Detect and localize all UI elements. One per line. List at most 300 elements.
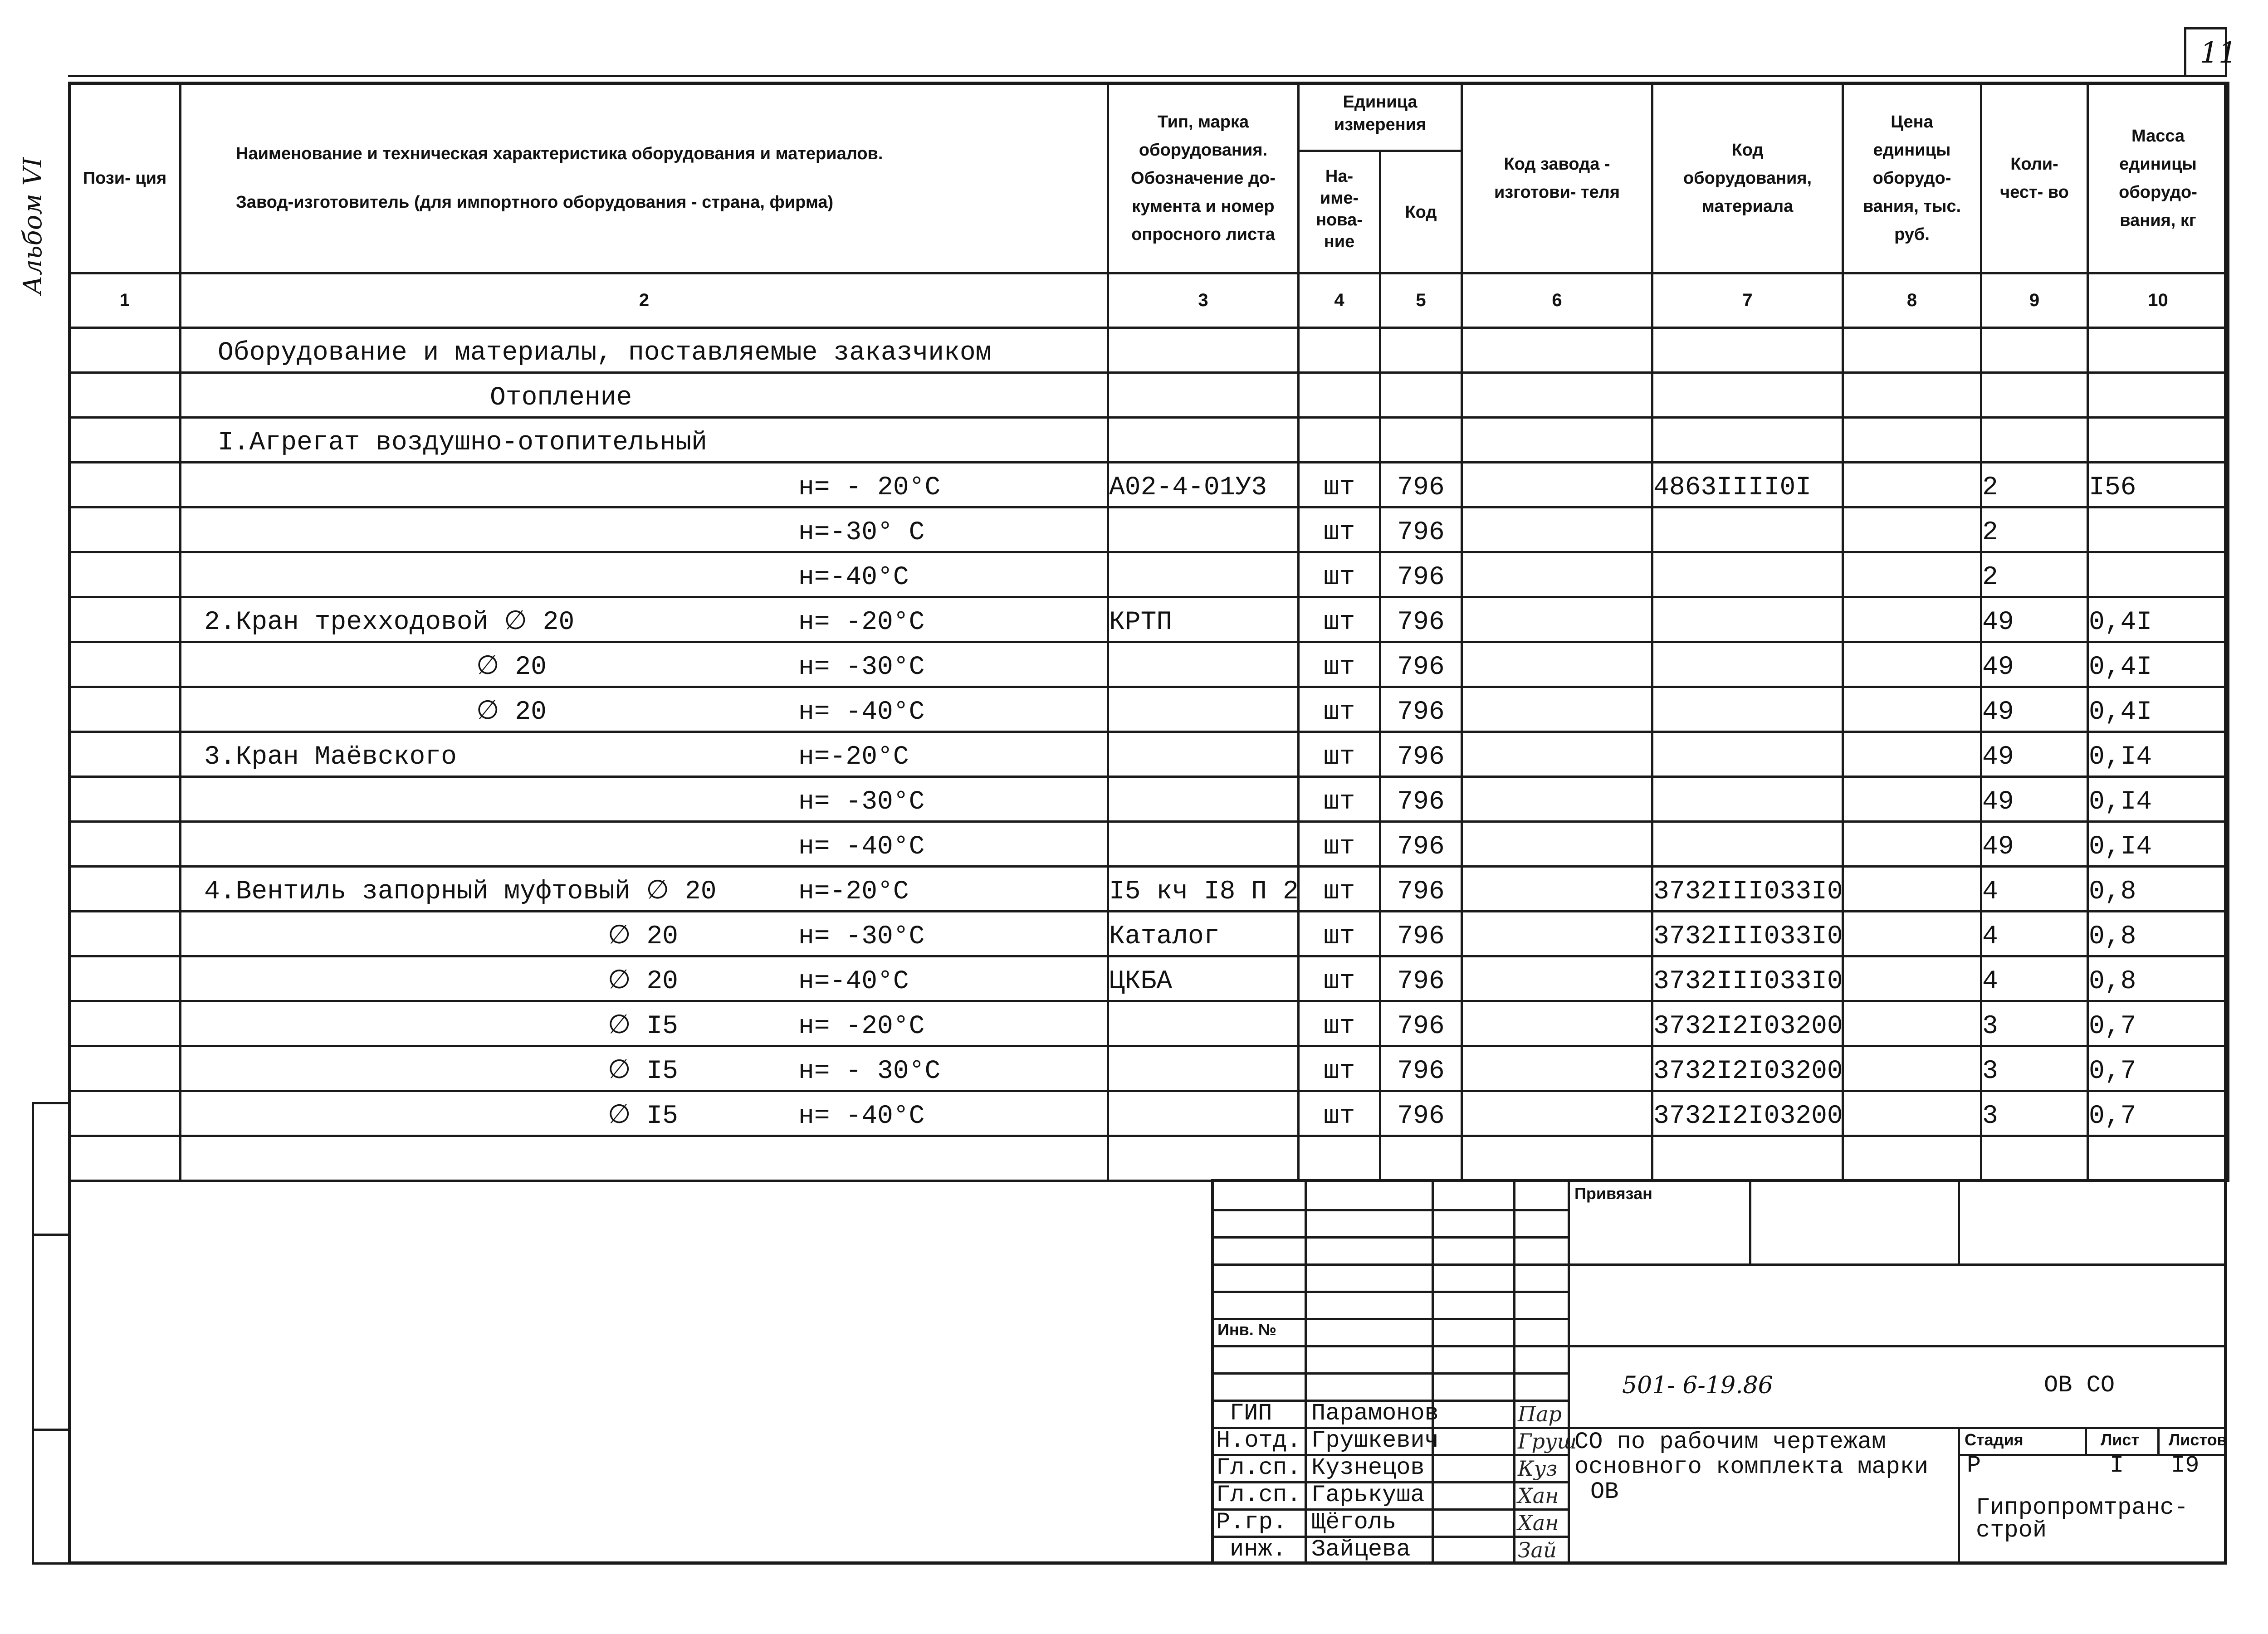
type-cell: А02-4-01У3 bbox=[1108, 463, 1299, 507]
position-cell bbox=[69, 507, 181, 552]
position-cell bbox=[69, 777, 181, 822]
outdoor-temperature: н=-20°С bbox=[798, 877, 909, 907]
header-unit-name: На- име- нова- ние bbox=[1300, 152, 1381, 272]
header-unit bbox=[1299, 83, 1462, 273]
position-cell bbox=[69, 867, 181, 912]
grid-line bbox=[1214, 1291, 1568, 1293]
unit-name-cell: шт bbox=[1299, 777, 1380, 822]
name-cell bbox=[181, 912, 1108, 956]
manufacturer-code-cell bbox=[1462, 867, 1652, 912]
price-cell bbox=[1843, 1136, 1981, 1181]
manufacturer-code-cell bbox=[1462, 507, 1652, 552]
outdoor-temperature: н= - 30°С bbox=[798, 1057, 941, 1086]
type-cell bbox=[1108, 1136, 1299, 1181]
signature-5: Хан bbox=[1518, 1511, 1559, 1535]
grid-line bbox=[1214, 1372, 1568, 1375]
type-cell bbox=[1108, 777, 1299, 822]
outdoor-temperature: н= - 20°С bbox=[798, 473, 941, 502]
unit-code-cell: 796 bbox=[1380, 777, 1462, 822]
price-cell bbox=[1843, 687, 1981, 732]
name-cell bbox=[181, 777, 1108, 822]
sheets-value: I9 bbox=[2171, 1452, 2200, 1479]
material-code-cell bbox=[1652, 732, 1843, 777]
price-cell bbox=[1843, 373, 1981, 418]
material-code-cell bbox=[1652, 328, 1843, 373]
position-cell bbox=[69, 463, 181, 507]
manufacturer-code-cell bbox=[1462, 912, 1652, 956]
item-name: Отопление bbox=[490, 383, 632, 413]
table-row bbox=[69, 867, 2229, 912]
mass-cell: 0,I4 bbox=[2088, 822, 2229, 867]
table-row bbox=[69, 552, 2229, 597]
quantity-cell bbox=[1981, 418, 2088, 463]
role-6: инж. bbox=[1230, 1536, 1286, 1563]
price-cell bbox=[1843, 822, 1981, 867]
unit-name-cell: шт bbox=[1299, 1091, 1380, 1136]
material-code-cell bbox=[1652, 777, 1843, 822]
position-cell bbox=[69, 732, 181, 777]
manufacturer-code-cell bbox=[1462, 1001, 1652, 1046]
binding-strip bbox=[32, 1102, 70, 1565]
table-row bbox=[69, 912, 2229, 956]
material-code-cell: 3732I2I03200 bbox=[1652, 1001, 1843, 1046]
sheet-value: I bbox=[2110, 1452, 2124, 1479]
colnum-7: 7 bbox=[1652, 273, 1843, 328]
grid-line bbox=[1749, 1182, 1751, 1263]
quantity-cell: 4 bbox=[1981, 956, 2088, 1001]
mark-code: ОВ СО bbox=[2044, 1372, 2115, 1399]
manufacturer-code-cell bbox=[1462, 463, 1652, 507]
item-name: I.Агрегат воздушно-отопительный bbox=[218, 428, 707, 458]
item-name: ∅ 20 bbox=[608, 967, 678, 996]
quantity-cell: 4 bbox=[1981, 867, 2088, 912]
material-code-cell bbox=[1652, 687, 1843, 732]
name-cell bbox=[181, 507, 1108, 552]
price-cell bbox=[1843, 597, 1981, 642]
name-cell bbox=[181, 328, 1108, 373]
name-cell bbox=[181, 1091, 1108, 1136]
colnum-6: 6 bbox=[1462, 273, 1652, 328]
unit-name-cell: шт bbox=[1299, 867, 1380, 912]
signature-3: Куз bbox=[1518, 1456, 1558, 1481]
manufacturer-code-cell bbox=[1462, 732, 1652, 777]
colnum-9: 9 bbox=[1981, 273, 2088, 328]
table-row bbox=[69, 687, 2229, 732]
position-cell bbox=[69, 912, 181, 956]
unit-name-cell: шт bbox=[1299, 687, 1380, 732]
manufacturer-code-cell bbox=[1462, 1091, 1652, 1136]
unit-code-cell: 796 bbox=[1380, 1046, 1462, 1091]
grid-line bbox=[2085, 1427, 2087, 1454]
organization-line-1: Гипропромтранс- bbox=[1976, 1494, 2189, 1521]
table-row bbox=[69, 463, 2229, 507]
type-cell: КРТП bbox=[1108, 597, 1299, 642]
material-code-cell: 3732III033I0 bbox=[1652, 912, 1843, 956]
binding-divider bbox=[32, 1429, 70, 1431]
material-code-cell bbox=[1652, 373, 1843, 418]
quantity-cell: 49 bbox=[1981, 732, 2088, 777]
outdoor-temperature: н=-40°С bbox=[798, 967, 909, 996]
name-cell bbox=[181, 1046, 1108, 1091]
unit-name-cell: шт bbox=[1299, 507, 1380, 552]
type-cell bbox=[1108, 1001, 1299, 1046]
item-name: ∅ I5 bbox=[608, 1057, 678, 1086]
role-2: Н.отд. bbox=[1216, 1427, 1301, 1454]
position-cell bbox=[69, 642, 181, 687]
role-3: Гл.сп. bbox=[1216, 1454, 1301, 1481]
unit-name-cell bbox=[1299, 418, 1380, 463]
signature-4: Хан bbox=[1518, 1483, 1559, 1508]
unit-name-cell: шт bbox=[1299, 732, 1380, 777]
name-cell bbox=[181, 1001, 1108, 1046]
sheet-label: Лист bbox=[2101, 1430, 2140, 1449]
position-cell bbox=[69, 418, 181, 463]
outdoor-temperature: н= -40°С bbox=[798, 832, 925, 862]
type-cell bbox=[1108, 732, 1299, 777]
price-cell bbox=[1843, 912, 1981, 956]
header-type: Тип, марка оборудования. Обозначение до- кумента и номер опросного листа bbox=[1108, 83, 1299, 273]
unit-name-cell: шт bbox=[1299, 822, 1380, 867]
outdoor-temperature: н=-20°С bbox=[798, 742, 909, 772]
table-row bbox=[69, 597, 2229, 642]
quantity-cell: 4 bbox=[1981, 912, 2088, 956]
grid-line bbox=[2157, 1427, 2160, 1454]
mass-cell: 0,7 bbox=[2088, 1091, 2229, 1136]
unit-code-cell: 796 bbox=[1380, 912, 1462, 956]
price-cell bbox=[1843, 1091, 1981, 1136]
inv-no-label: Инв. № bbox=[1217, 1320, 1276, 1339]
grid-line bbox=[1214, 1263, 2225, 1266]
privyazan-label: Привязан bbox=[1574, 1184, 1652, 1203]
header-name-line2: Завод-изготовитель (для импортного оборудования - страна, фирма) bbox=[236, 193, 834, 212]
type-cell bbox=[1108, 687, 1299, 732]
organization-line-2: строй bbox=[1976, 1517, 2047, 1544]
quantity-cell: 49 bbox=[1981, 777, 2088, 822]
table-row bbox=[69, 642, 2229, 687]
unit-code-cell bbox=[1380, 1136, 1462, 1181]
mass-cell bbox=[2088, 328, 2229, 373]
quantity-cell bbox=[1981, 328, 2088, 373]
table-row bbox=[69, 373, 2229, 418]
stage-value: Р bbox=[1967, 1452, 1981, 1479]
material-code-cell: 3732I2I03200 bbox=[1652, 1046, 1843, 1091]
manufacturer-code-cell bbox=[1462, 687, 1652, 732]
grid-line bbox=[1214, 1236, 1568, 1239]
grid-line bbox=[1568, 1182, 1570, 1563]
grid-line bbox=[1958, 1427, 1960, 1563]
table-row bbox=[69, 507, 2229, 552]
table-row bbox=[69, 1091, 2229, 1136]
type-cell bbox=[1108, 373, 1299, 418]
manufacturer-code-cell bbox=[1462, 418, 1652, 463]
item-name: Оборудование и материалы, поставляемые заказчиком bbox=[218, 338, 992, 368]
title-line-2: основного комплекта марки bbox=[1574, 1454, 1929, 1480]
item-name: 4.Вентиль запорный муфтовый ∅ 20 bbox=[204, 877, 717, 907]
outdoor-temperature: н= -40°С bbox=[798, 697, 925, 727]
unit-name-cell: шт bbox=[1299, 1001, 1380, 1046]
table-row bbox=[69, 777, 2229, 822]
name-2: Грушкевич bbox=[1311, 1427, 1439, 1454]
mass-cell: 0,4I bbox=[2088, 687, 2229, 732]
material-code-cell bbox=[1652, 507, 1843, 552]
unit-name-cell bbox=[1299, 328, 1380, 373]
name-cell bbox=[181, 373, 1108, 418]
unit-code-cell: 796 bbox=[1380, 463, 1462, 507]
position-cell bbox=[69, 552, 181, 597]
mass-cell: 0,4I bbox=[2088, 597, 2229, 642]
material-code-cell bbox=[1652, 642, 1843, 687]
mass-cell: 0,8 bbox=[2088, 956, 2229, 1001]
unit-code-cell bbox=[1380, 373, 1462, 418]
quantity-cell: 2 bbox=[1981, 552, 2088, 597]
header-price: Цена единицы оборудо- вания, тыс. руб. bbox=[1843, 83, 1981, 273]
item-name: 2.Кран трехходовой ∅ 20 bbox=[204, 608, 575, 637]
name-cell bbox=[181, 642, 1108, 687]
quantity-cell: 3 bbox=[1981, 1046, 2088, 1091]
price-cell bbox=[1843, 732, 1981, 777]
price-cell bbox=[1843, 956, 1981, 1001]
album-label: Альбом VI bbox=[18, 157, 48, 295]
name-6: Зайцева bbox=[1311, 1536, 1411, 1563]
quantity-cell bbox=[1981, 1136, 2088, 1181]
manufacturer-code-cell bbox=[1462, 956, 1652, 1001]
mass-cell bbox=[2088, 418, 2229, 463]
header-unit-title: Единица измерения bbox=[1300, 84, 1461, 152]
name-cell bbox=[181, 597, 1108, 642]
material-code-cell bbox=[1652, 552, 1843, 597]
header-position: Пози- ция bbox=[69, 83, 181, 273]
quantity-cell: 3 bbox=[1981, 1001, 2088, 1046]
table-row bbox=[69, 732, 2229, 777]
manufacturer-code-cell bbox=[1462, 1136, 1652, 1181]
position-cell bbox=[69, 597, 181, 642]
outdoor-temperature: н= -30°С bbox=[798, 787, 925, 817]
position-cell bbox=[69, 956, 181, 1001]
colnum-2: 2 bbox=[181, 273, 1108, 328]
outdoor-temperature: н=-30° С bbox=[798, 518, 925, 547]
type-cell bbox=[1108, 507, 1299, 552]
document-code: 501- 6-19.86 bbox=[1622, 1372, 1773, 1399]
grid-line bbox=[1214, 1209, 1568, 1211]
header-mass: Масса единицы оборудо- вания, кг bbox=[2088, 83, 2229, 273]
quantity-cell: 49 bbox=[1981, 822, 2088, 867]
name-3: Кузнецов bbox=[1311, 1454, 1425, 1481]
name-cell bbox=[181, 867, 1108, 912]
mass-cell: 0,8 bbox=[2088, 912, 2229, 956]
name-cell bbox=[181, 1136, 1108, 1181]
unit-code-cell: 796 bbox=[1380, 867, 1462, 912]
type-cell: Каталог bbox=[1108, 912, 1299, 956]
stage-label: Стадия bbox=[1965, 1430, 2024, 1449]
quantity-cell: 2 bbox=[1981, 507, 2088, 552]
item-name: 3.Кран Маёвского bbox=[204, 742, 457, 772]
unit-name-cell: шт bbox=[1299, 463, 1380, 507]
position-cell bbox=[69, 1001, 181, 1046]
outdoor-temperature: н= -20°С bbox=[798, 608, 925, 637]
unit-name-cell: шт bbox=[1299, 912, 1380, 956]
quantity-cell: 49 bbox=[1981, 642, 2088, 687]
mass-cell: 0,8 bbox=[2088, 867, 2229, 912]
type-cell bbox=[1108, 1046, 1299, 1091]
manufacturer-code-cell bbox=[1462, 373, 1652, 418]
header-manufacturer-code: Код завода - изготови- теля bbox=[1462, 83, 1652, 273]
position-cell bbox=[69, 1091, 181, 1136]
table-row bbox=[69, 328, 2229, 373]
item-name: ∅ 20 bbox=[608, 922, 678, 951]
unit-code-cell: 796 bbox=[1380, 687, 1462, 732]
price-cell bbox=[1843, 642, 1981, 687]
quantity-cell: 49 bbox=[1981, 687, 2088, 732]
manufacturer-code-cell bbox=[1462, 777, 1652, 822]
outdoor-temperature: н= -40°С bbox=[798, 1102, 925, 1131]
name-4: Гарькуша bbox=[1311, 1482, 1425, 1508]
header-name bbox=[181, 83, 1108, 273]
name-cell bbox=[181, 552, 1108, 597]
type-cell bbox=[1108, 328, 1299, 373]
outdoor-temperature: н=-40°С bbox=[798, 563, 909, 592]
manufacturer-code-cell bbox=[1462, 822, 1652, 867]
price-cell bbox=[1843, 1046, 1981, 1091]
signature-1: Пар bbox=[1518, 1402, 1562, 1426]
manufacturer-code-cell bbox=[1462, 642, 1652, 687]
unit-code-cell bbox=[1380, 418, 1462, 463]
name-cell bbox=[181, 956, 1108, 1001]
position-cell bbox=[69, 687, 181, 732]
outdoor-temperature: н= -30°С bbox=[798, 653, 925, 682]
mass-cell: 0,7 bbox=[2088, 1001, 2229, 1046]
mass-cell bbox=[2088, 552, 2229, 597]
table-row bbox=[69, 1001, 2229, 1046]
unit-code-cell: 796 bbox=[1380, 642, 1462, 687]
colnum-3: 3 bbox=[1108, 273, 1299, 328]
mass-cell bbox=[2088, 373, 2229, 418]
price-cell bbox=[1843, 1001, 1981, 1046]
title-block bbox=[1211, 1179, 2227, 1565]
price-cell bbox=[1843, 777, 1981, 822]
manufacturer-code-cell bbox=[1462, 1046, 1652, 1091]
mass-cell: 0,4I bbox=[2088, 642, 2229, 687]
header-unit-code: Код bbox=[1405, 202, 1437, 222]
header-unit-sub bbox=[1300, 152, 1461, 272]
header-material-code: Код оборудования, материала bbox=[1652, 83, 1843, 273]
unit-name-cell: шт bbox=[1299, 552, 1380, 597]
type-cell: ЦКБА bbox=[1108, 956, 1299, 1001]
manufacturer-code-cell bbox=[1462, 552, 1652, 597]
unit-code-cell: 796 bbox=[1380, 732, 1462, 777]
header-quantity: Коли- чест- во bbox=[1981, 83, 2088, 273]
colnum-8: 8 bbox=[1843, 273, 1981, 328]
price-cell bbox=[1843, 867, 1981, 912]
price-cell bbox=[1843, 328, 1981, 373]
position-cell bbox=[69, 1046, 181, 1091]
signature-2: Груш bbox=[1518, 1429, 1577, 1454]
quantity-cell: 2 bbox=[1981, 463, 2088, 507]
unit-code-cell: 796 bbox=[1380, 552, 1462, 597]
item-name: ∅ 20 bbox=[476, 653, 547, 682]
name-5: Щёголь bbox=[1311, 1509, 1397, 1536]
type-cell bbox=[1108, 418, 1299, 463]
page-number: 11 bbox=[2200, 36, 2237, 70]
colnum-4: 4 bbox=[1299, 273, 1380, 328]
outdoor-temperature: н= -20°С bbox=[798, 1012, 925, 1041]
role-4: Гл.сп. bbox=[1216, 1482, 1301, 1508]
mass-cell bbox=[2088, 1136, 2229, 1181]
specification-table bbox=[68, 82, 2229, 1182]
table-row bbox=[69, 822, 2229, 867]
type-cell bbox=[1108, 822, 1299, 867]
table-row bbox=[69, 1136, 2229, 1181]
unit-code-cell: 796 bbox=[1380, 956, 1462, 1001]
unit-name-cell bbox=[1299, 373, 1380, 418]
price-cell bbox=[1843, 552, 1981, 597]
item-name: ∅ I5 bbox=[608, 1012, 678, 1041]
table-row bbox=[69, 1046, 2229, 1091]
quantity-cell: 49 bbox=[1981, 597, 2088, 642]
table-row bbox=[69, 956, 2229, 1001]
unit-name-cell bbox=[1299, 1136, 1380, 1181]
type-cell bbox=[1108, 1091, 1299, 1136]
material-code-cell: 3732I2I03200 bbox=[1652, 1091, 1843, 1136]
grid-line bbox=[1958, 1182, 1960, 1263]
material-code-cell: 3732III033I0 bbox=[1652, 867, 1843, 912]
grid-line bbox=[1214, 1345, 2225, 1347]
material-code-cell: 3732III033I0 bbox=[1652, 956, 1843, 1001]
colnum-10: 10 bbox=[2088, 273, 2229, 328]
outdoor-temperature: н= -30°С bbox=[798, 922, 925, 951]
top-border-line bbox=[68, 75, 2227, 77]
title-line-1: СО по рабочим чертежам bbox=[1574, 1429, 1886, 1455]
item-name: ∅ I5 bbox=[608, 1102, 678, 1131]
unit-code-cell: 796 bbox=[1380, 507, 1462, 552]
colnum-1: 1 bbox=[69, 273, 181, 328]
position-cell bbox=[69, 328, 181, 373]
unit-name-cell: шт bbox=[1299, 956, 1380, 1001]
mass-cell: 0,7 bbox=[2088, 1046, 2229, 1091]
header-name-line1: Наименование и техническая характеристика оборудования и материалов. bbox=[236, 144, 883, 163]
unit-code-cell: 796 bbox=[1380, 822, 1462, 867]
name-cell bbox=[181, 463, 1108, 507]
material-code-cell bbox=[1652, 1136, 1843, 1181]
mass-cell: 0,I4 bbox=[2088, 732, 2229, 777]
material-code-cell bbox=[1652, 418, 1843, 463]
unit-code-cell: 796 bbox=[1380, 1091, 1462, 1136]
position-cell bbox=[69, 373, 181, 418]
material-code-cell: 4863IIII0I bbox=[1652, 463, 1843, 507]
mass-cell: 0,I4 bbox=[2088, 777, 2229, 822]
role-1: ГИП bbox=[1230, 1400, 1272, 1427]
name-cell bbox=[181, 687, 1108, 732]
item-name: ∅ 20 bbox=[476, 697, 547, 727]
unit-code-cell: 796 bbox=[1380, 1001, 1462, 1046]
name-1: Парамонов bbox=[1311, 1400, 1439, 1427]
mass-cell bbox=[2088, 507, 2229, 552]
mass-cell: I56 bbox=[2088, 463, 2229, 507]
material-code-cell bbox=[1652, 822, 1843, 867]
type-cell bbox=[1108, 552, 1299, 597]
role-5: Р.гр. bbox=[1216, 1509, 1287, 1536]
type-cell: I5 кч I8 П 2 bbox=[1108, 867, 1299, 912]
quantity-cell: 3 bbox=[1981, 1091, 2088, 1136]
table-row bbox=[69, 418, 2229, 463]
unit-name-cell: шт bbox=[1299, 642, 1380, 687]
position-cell bbox=[69, 1136, 181, 1181]
unit-name-cell: шт bbox=[1299, 597, 1380, 642]
unit-code-cell: 796 bbox=[1380, 597, 1462, 642]
price-cell bbox=[1843, 507, 1981, 552]
binding-divider bbox=[32, 1234, 70, 1236]
name-cell bbox=[181, 822, 1108, 867]
title-line-3: ОВ bbox=[1590, 1478, 1619, 1505]
